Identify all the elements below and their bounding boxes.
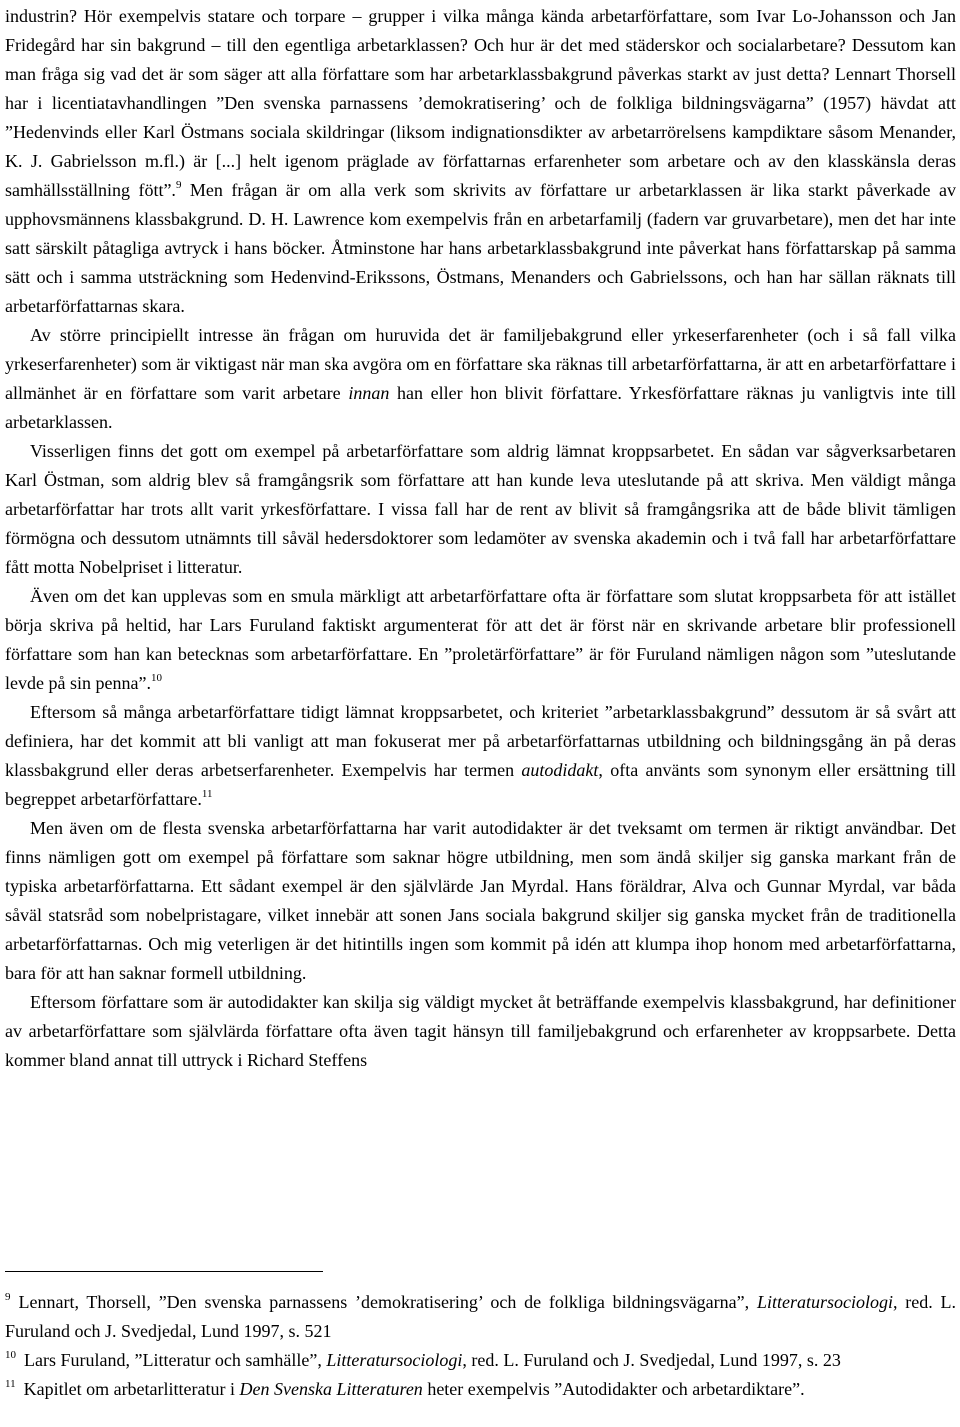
text-run: Lennart, Thorsell, ”Den svenska parnassens ’demokratisering’ och de folkliga bildningsvägarna”, <box>18 1292 757 1312</box>
text-run: Eftersom så många arbetarförfattare tidigt lämnat kroppsarbetet, och kriteriet ”arbetarklassbakgrund” dessutom är så svårt att definiera, har det kommit att bli vanligt att man fokuserat mer på arbetarförfattarnas utbildning och bildningsgång än på deras klassbakgrund eller deras arbetserfarenheter. Exempelvis har termen <box>5 702 956 780</box>
footnote <box>5 1288 956 1346</box>
text-run: Kapitlet om arbetarlitteratur i <box>23 1379 240 1399</box>
footnote <box>5 1375 956 1404</box>
italic-text: innan <box>348 383 390 403</box>
italic-text: autodidakt <box>521 760 599 780</box>
italic-text: Den Svenska Litteraturen <box>239 1379 423 1399</box>
text-run: , ofta använts som synonym eller ersättning till begreppet arbetarförfattare. <box>5 760 956 809</box>
footnote-ref: 9 <box>175 179 182 191</box>
footnote-number: 9 <box>5 1291 11 1303</box>
footnote-ref: 10 <box>150 672 162 684</box>
paragraph <box>5 698 956 814</box>
paragraph <box>5 321 956 437</box>
text-run: Lars Furuland, ”Litteratur och samhälle”, <box>24 1350 327 1370</box>
footnotes <box>5 1288 956 1404</box>
body-text <box>5 2 956 1075</box>
paragraph <box>5 814 956 988</box>
paragraph <box>5 2 956 321</box>
text-run: heter exempelvis ”Autodidakter och arbetardiktare”. <box>422 1379 805 1399</box>
footnote-number: 10 <box>5 1349 16 1361</box>
paragraph <box>5 437 956 582</box>
italic-text: Litteratursociologi <box>326 1350 463 1370</box>
text-run: , red. L. Furuland och J. Svedjedal, Lund 1997, s. 521 <box>5 1292 956 1341</box>
text-run: Av större principiellt intresse än frågan om huruvida det är familjebakgrund eller yrkeserfarenheter (och i så fall vilka yrkeserfarenheter) som är viktigast när man ska avgöra om en författare ska räknas till arbetarförfattarna, är att en arbetarförfattare i allmänhet är en författare som varit arbetare <box>5 325 956 403</box>
text-run: Men även om de flesta svenska arbetarförfattarna har varit autodidakter är det tveksamt om termen är riktigt användbar. Det finns nämligen gott om exempel på författare som saknar högre utbildning, men som ändå skiljer sig ganska markant från de typiska arbetarförfattarna. Ett sådant exempel är den självlärde Jan Myrdal. Hans föräldrar, Alva och Gunnar Myrdal, var båda såväl statsråd som nobelpristagare, vilket innebär att sonen Jans sociala bakgrund skiljer sig ganska mycket från de traditionella arbetarförfattarnas. Och mig veterligen är det hitintills ingen som kommit på idén att klumpa ihop honom med arbetarförfattarna, bara för att han saknar formell utbildning. <box>5 818 956 983</box>
paragraph <box>5 988 956 1075</box>
text-run: han eller hon blivit författare. Yrkesförfattare räknas ju vanligtvis inte till arbetarklassen. <box>5 383 957 432</box>
text-run: industrin? Hör exempelvis statare och torpare – grupper i vilka många kända arbetarförfattare, som Ivar Lo-Johansson och Jan Fridegård har sin bakgrund – till den egentliga arbetarklassen? Och hur är det med städerskor och socialarbetare? Dessutom kan man fråga sig vad det är som säger att alla författare som har arbetarklassbakgrund påverkas starkt av just detta? Lennart Thorsell har i licentiatavhandlingen ”Den svenska parnassens ’demokratisering’ och de folkliga bildningsvägarna” (1957) hävdat att ”Hedenvinds eller Karl Östmans sociala skildringar (liksom indignationsdikter av arbetarrörelsens kampdiktare såsom Menander, K. J. Gabrielsson m.fl.) är [...] helt igenom präglade av författarnas erfarenheter som arbetare och av den klasskänsla deras samhällsställning fött”. <box>5 6 956 200</box>
text-run: Även om det kan upplevas som en smula märkligt att arbetarförfattare ofta är författare som slutat kroppsarbeta för att istället börja skriva på heltid, har Lars Furuland faktiskt argumenterat för att det är först när en skrivande arbetare blir professionell författare som han kan betecknas som arbetarförfattare. En ”proletärförfattare” är för Furuland nämligen någon som ”uteslutande levde på sin penna”. <box>5 586 956 693</box>
footnote-number: 11 <box>5 1378 16 1390</box>
footnote-separator <box>5 1271 323 1272</box>
text-run: Visserligen finns det gott om exempel på arbetarförfattare som aldrig lämnat kroppsarbetet. En sådan var sågverksarbetaren Karl Östman, som aldrig blev så framgångsrik som författare att han kunde leva uteslutande på att skriva. Men väldigt många arbetarförfattar har trots allt varit yrkesförfattare. I vissa fall har de rent av blivit så framgångsrika att de både blivit tämligen förmögna och dessutom utnämnts till såväl hedersdoktorer som ledamöter av svenska akademin och i två fall har arbetarförfattare fått motta Nobelpriset i litteratur. <box>5 441 956 577</box>
footnote <box>5 1346 956 1375</box>
text-run: Men frågan är om alla verk som skrivits av författare ur arbetarklassen är lika starkt påverkade av upphovsmännens klassbakgrund. D. H. Lawrence kom exempelvis från en arbetarfamilj (fadern var gruvarbetare), men det har inte satt särskilt påtagliga avtryck i hans böcker. Åtminstone har hans arbetarklassbakgrund inte påverkat hans författarskap på samma sätt och i samma utsträckning som Hedenvind-Erikssons, Östmans, Menanders och Gabrielssons, och han har sällan räknats till arbetarförfattarnas skara. <box>5 180 956 316</box>
paragraph <box>5 582 956 698</box>
italic-text: Litteratursociologi <box>756 1292 893 1312</box>
footnote-ref: 11 <box>201 788 213 800</box>
text-run: , red. L. Furuland och J. Svedjedal, Lund 1997, s. 23 <box>462 1350 841 1370</box>
text-run: Eftersom författare som är autodidakter kan skilja sig väldigt mycket åt beträffande exempelvis klassbakgrund, har definitioner av arbetarförfattare som självlärda författare ofta även tagit hänsyn till familjebakgrund och erfarenheter av kroppsarbete. Detta kommer bland annat till uttryck i Richard Steffens <box>5 992 956 1070</box>
